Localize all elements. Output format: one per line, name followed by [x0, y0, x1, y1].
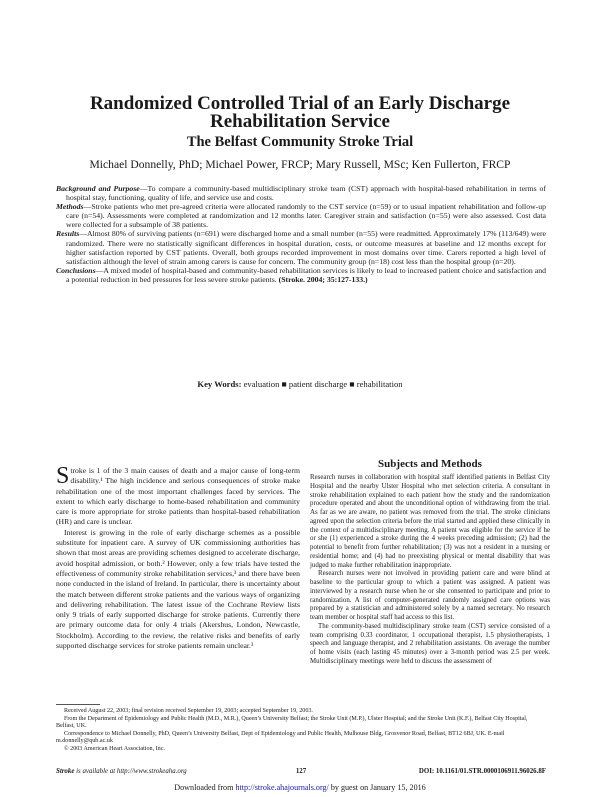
abstract-background-label: Background and Purpose	[56, 184, 140, 193]
abstract-citation: (Stroke. 2004; 35:127-133.)	[278, 274, 368, 284]
footnote-received: Received August 22, 2003; final revision received September 19, 2003; accepted September 19, 2003.	[64, 708, 313, 714]
intro-paragraph-1-text: troke is 1 of the 3 main causes of death and a major cause of long-term disability.¹ The high incidence and serious consequences of stroke make rehabilitation one of the most important challenges faced by services. The extent to which early discharge to home-based rehabilitation and community care is more appropriate for stroke patients than hospital-based rehabilitation (HR) and care is unclear.	[56, 466, 300, 527]
download-suffix: by guest on January 15, 2016	[330, 783, 426, 792]
section-heading-subjects-methods: Subjects and Methods	[378, 458, 482, 470]
abstract-background	[56, 184, 546, 202]
keywords-line	[0, 379, 600, 389]
keyword-item: evaluation	[243, 379, 280, 389]
intro-paragraph-2: Interest is growing in the role of early discharge schemes as a possible substitute for inpatient care. A survey of UK commissioning authorities has shown that most areas are providing schemes designed to accelerate discharge, avoid hospital admission, or both.² However, only a few trials have tested the effectiveness of community stroke rehabilitation services,³ and there have been none conducted in the island of Ireland. In particular, there is uncertainty about the match between different stroke patients and the various ways of organizing and delivering rehabilitation. The latest issue of the Cochrane Review lists only 9 trials of early supported discharge for stroke patients. Currently there are primary outcome data for only 4 trials (Akershus, London, Newcastle, Stockholm). According to the review, the relative risks and benefits of early supported discharge services for stroke patients remain unclear.³	[56, 527, 300, 651]
intro-paragraph-1	[56, 463, 300, 528]
download-link[interactable]: http://stroke.ahajournals.org/	[235, 783, 329, 792]
download-stamp	[0, 783, 600, 792]
footnote-affiliations: From the Department of Epidemiology and Public Health (M.D., M.R.), Queen’s University Belfast; the Stroke Unit (M.P.), Ulster Hospital; and the Stroke Unit (K.F.), Belfast City Hospital, Belfast, UK.	[56, 715, 528, 730]
abstract	[56, 184, 546, 284]
abstract-methods-text: —Stroke patients who met pre-agreed criteria were allocated randomly to the CST service (n=59) or to usual inpatient rehabilitation and follow-up care (n=54). Assessments were completed at randomization and 12 months later. Caregiver strain and satisfaction (n=55) were also assessed. Cost data were collected for a subsample of 38 patients.	[66, 202, 546, 230]
abstract-methods	[56, 202, 546, 229]
footnotes	[56, 708, 546, 754]
journal-name: Stroke	[56, 768, 75, 775]
methods-column	[310, 458, 550, 667]
methods-paragraph-3: The community-based multidisciplinary stroke team (CST) service consisted of a team comprising 0.33 coordinator, 1 occupational therapist, 1.5 physiotherapists, 1 speech and language therapist, and 2 rehabilitation assistants. On average the number of home visits (each lasting 45 minutes) over a 3-month period was 2.5 per week. Multidisciplinary meetings were held to discuss the assessment of	[310, 622, 550, 665]
paper-subtitle: The Belfast Community Stroke Trial	[186, 134, 414, 150]
footnote-copyright: © 2003 American Heart Association, Inc.	[64, 745, 165, 752]
footnote-divider	[56, 704, 100, 705]
keyword-item: rehabilitation	[356, 379, 403, 389]
abstract-conclusions-label: Conclusions	[56, 265, 96, 275]
abstract-conclusions	[56, 266, 546, 284]
journal-footer	[56, 768, 546, 778]
methods-paragraph-2: Research nurses were not involved in providing patient care and were blind at baseline to the particular group to which a patient was assigned. A patient was interviewed by a research nurse when he or she consented to participate and prior to randomization. A list of computer-generated randomly assigned care options was prepared by a statistician and administered solely by a named secretary. No research team member or hospital staff had access to this list.	[310, 570, 550, 621]
paper-title-line-1: Randomized Controlled Trial of an Early Discharge	[89, 93, 511, 114]
doi-text: DOI: 10.1161/01.STR.0000106911.96026.8F	[418, 768, 546, 775]
abstract-results-text: —Almost 80% of surviving patients (n=691) were discharged home and a small number (n=55) were readmitted. Approximately 17% (113/649) were randomized. There were no statistically significant differences in hospital duration, costs, or outcome measures at baseline and 12 months except for higher satisfaction reported by CST patients. Overall, both groups recorded improvement in most domains over time. Carers reported a high level of satisfaction although the level of strain among carers is cause for concern. The community group (n=18) cost less than the hospital group (n=20).	[66, 229, 546, 266]
abstract-background-text: —To compare a community-based multidisciplinary stroke team (CST) approach with hospital-based rehabilitation in terms of hospital stay, functioning, quality of life, and service use and costs.	[66, 184, 546, 203]
keywords-label: Key Words:	[197, 379, 242, 389]
download-prefix: Downloaded from	[174, 783, 234, 792]
abstract-results	[56, 229, 546, 265]
journal-availability-text: is available at http://www.strokeaha.org	[76, 768, 187, 775]
abstract-results-label: Results	[56, 229, 80, 239]
drop-cap: S	[56, 463, 70, 489]
page-number: 127	[295, 768, 307, 775]
author-list: Michael Donnelly, PhD; Michael Power, FRCP; Mary Russell, MSc; Ken Fullerton, FRCP	[89, 158, 511, 171]
keyword-separator-icon: ■	[349, 379, 355, 389]
abstract-conclusions-text: —A mixed model of hospital-based and community-based rehabilitation services is likely to lead to increased patient choice and satisfaction and a potential reduction in bed pressures for less severe stroke patients.	[66, 265, 546, 284]
abstract-methods-label: Methods	[56, 202, 84, 212]
methods-paragraph-1: Research nurses in collaboration with hospital staff identified patients in Belfast City Hospital and the nearby Ulster Hospital who met selection criteria. A consultant in stroke rehabilitation explained to each patient how the study and the randomization procedure operated and about the unconditional option of withdrawing from the trial. As far as we are aware, no patient was removed from the trial. The stroke clinicians agreed upon the selection criteria before the trial started and applied these clinically in the context of a multidisciplinary meeting. A patient was eligible for the service if he or she (1) experienced a stroke during the 4 weeks preceding admission; (2) had the potential to benefit from further rehabilitation; (3) was not a resident in a nursing or residential home; and (4) had no preexisting physical or mental disability that was judged to make further rehabilitation inappropriate.	[310, 474, 550, 569]
keyword-item: patient discharge	[288, 379, 348, 389]
footnote-correspondence: Correspondence to Michael Donnelly, PhD, Queen’s University Belfast, Dept of Epidemiology and Public Health, Mulhouse Bldg, Grosvenor Road, Belfast, BT12 6BJ, UK. E-mail m.donnelly@qub.ac.uk	[56, 730, 505, 745]
introduction-column	[56, 463, 300, 651]
keyword-separator-icon: ■	[281, 379, 287, 389]
paper-title-line-2: Rehabilitation Service	[210, 111, 390, 132]
